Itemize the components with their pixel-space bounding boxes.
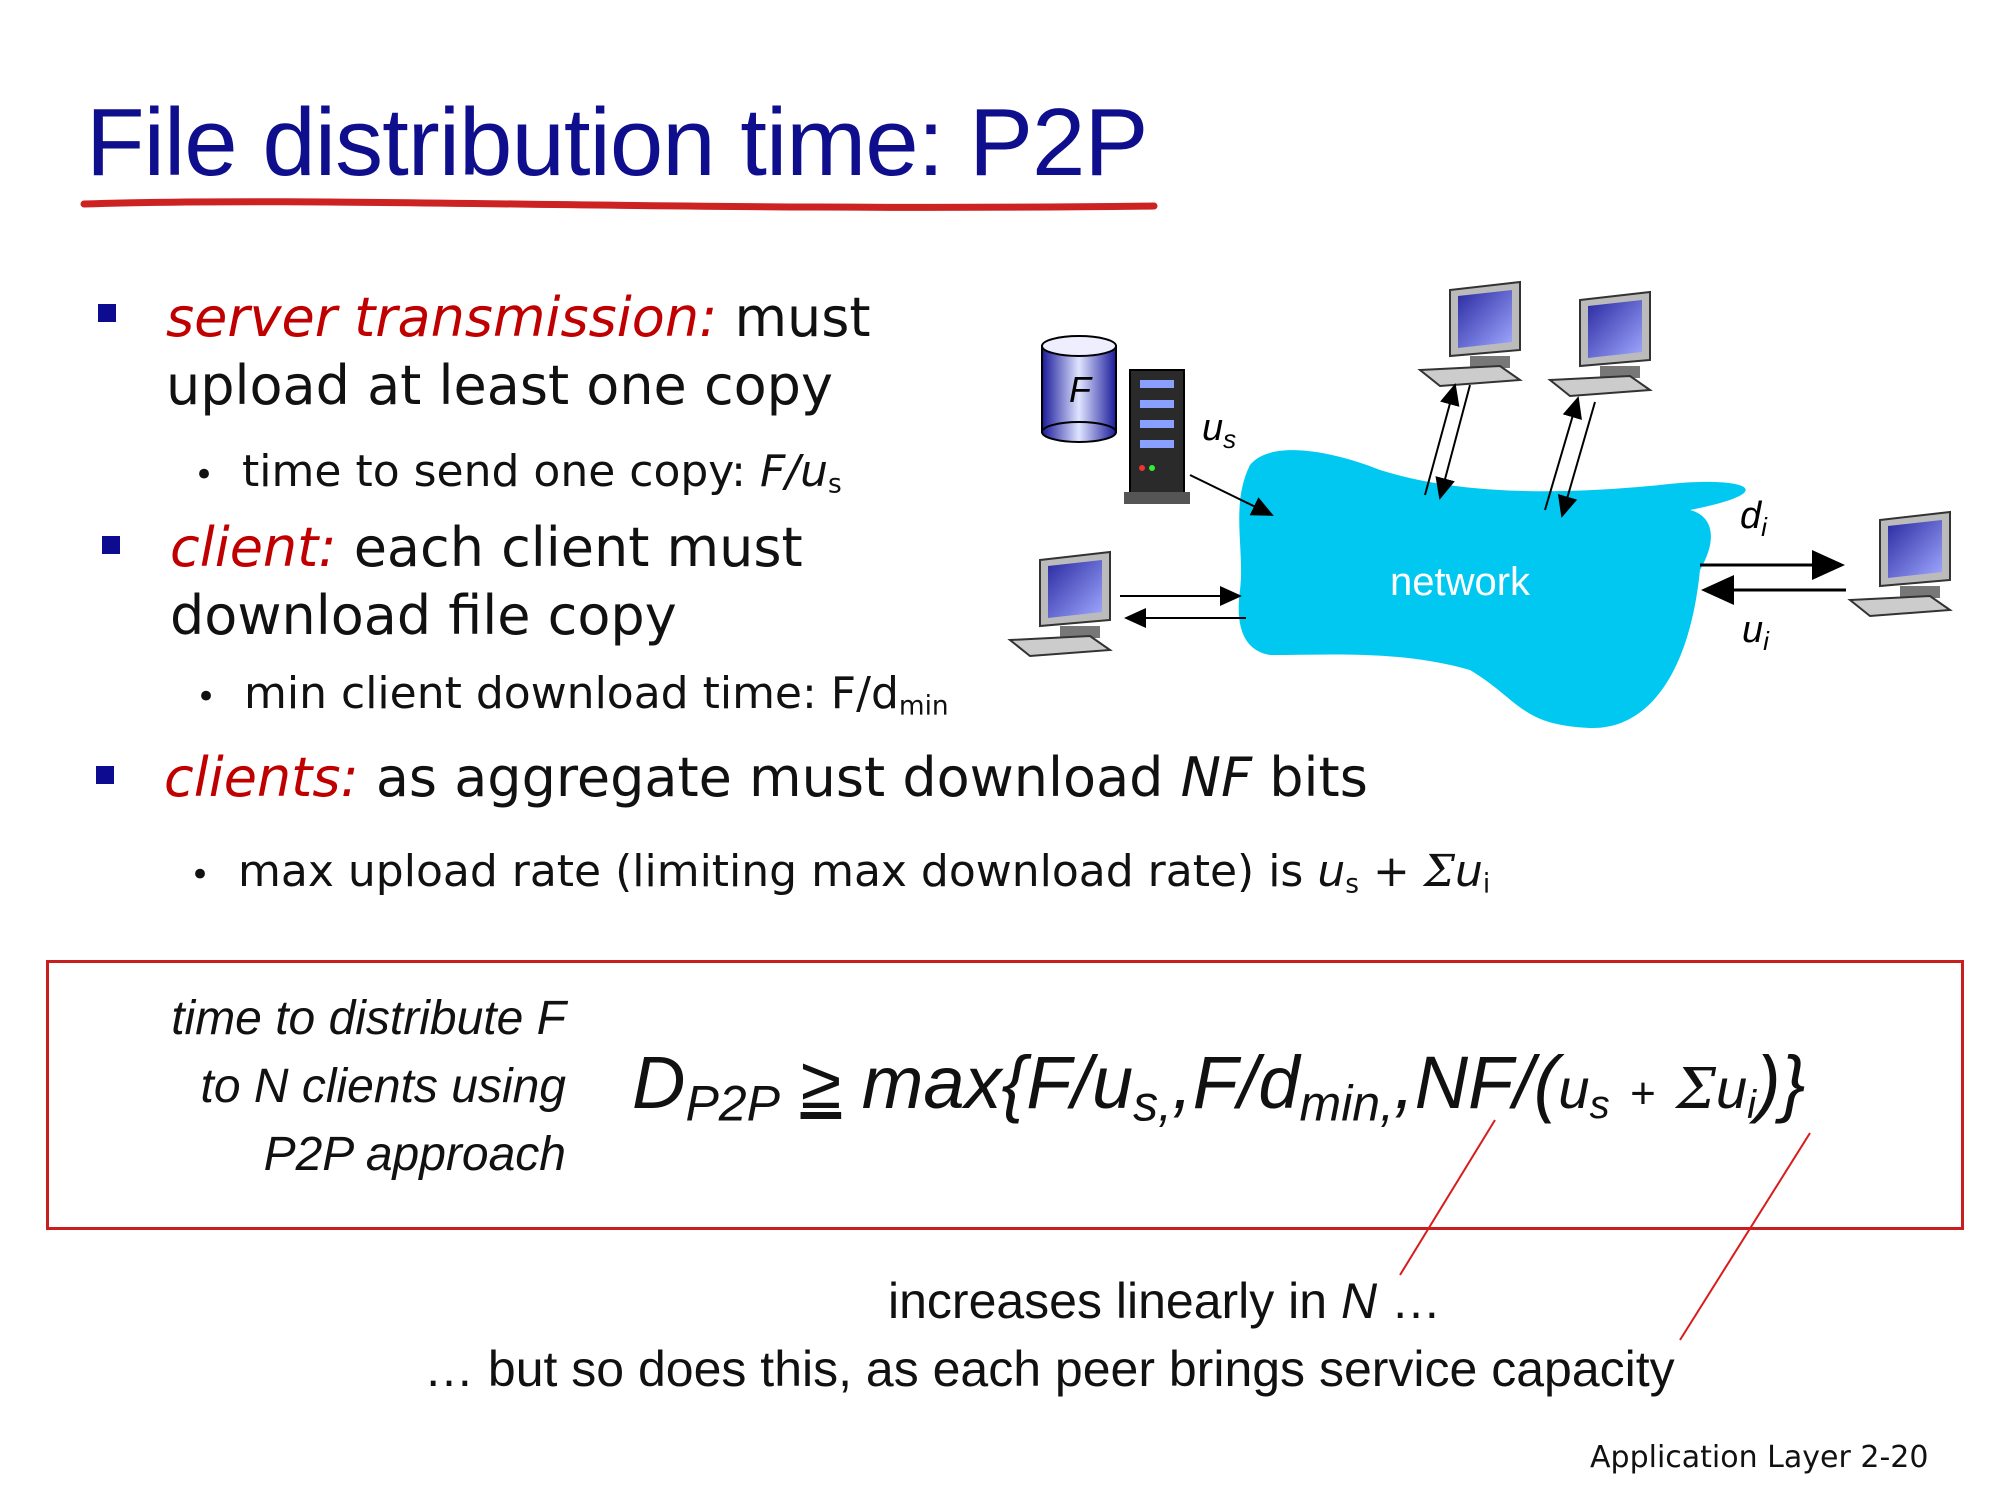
upload-rate-label: $u_i$ (1742, 609, 1769, 656)
bullet-text: as aggregate must download (375, 746, 1164, 809)
math-plus: + (1373, 846, 1410, 897)
bullet-client (170, 514, 803, 650)
caption-line: to N clients using (200, 1060, 566, 1113)
math-sub: s (828, 468, 842, 500)
computer-icon (1850, 512, 1950, 616)
formula-sub: min, (1299, 1075, 1395, 1132)
title-underline (80, 188, 1160, 218)
pointer-sum-ui (1680, 1133, 1810, 1340)
annotation-em: N (1341, 1273, 1378, 1329)
caption-line: time to distribute F (171, 992, 566, 1045)
formula-u: u (1716, 1057, 1748, 1120)
server-link-label: $u_s$ (1202, 407, 1237, 454)
sub-bullet-text: time to send one copy: (242, 446, 746, 497)
slide-title: File distribution time: P2P (86, 89, 1148, 196)
pointer-nf (1400, 1120, 1495, 1275)
formula-sigma: Σ (1676, 1057, 1716, 1122)
bullet-label: server transmission: (166, 286, 718, 349)
bullet-clients (164, 744, 1368, 812)
formula-lhs: D (632, 1041, 686, 1124)
formula-u: u (1558, 1057, 1590, 1120)
caption-line: P2P approach (263, 1128, 566, 1181)
sub-bullet-dot: • (194, 455, 215, 495)
bullet-marker (102, 536, 120, 554)
cloud-label: network (1389, 560, 1531, 604)
annotation-text: … (1391, 1273, 1442, 1329)
formula-sub: s (1589, 1083, 1610, 1127)
math-sub: s (1345, 868, 1359, 900)
slide-footer (1590, 1440, 1928, 1475)
math-f-over-u: F/u (759, 446, 828, 497)
sub-bullet-send-copy (194, 446, 842, 500)
page-number: 2-20 (1860, 1440, 1929, 1475)
math-sub: min (898, 690, 949, 722)
computer-icon (1550, 292, 1650, 396)
formula-caption (80, 985, 566, 1189)
network-diagram (1000, 270, 1980, 740)
formula-sub: s, (1133, 1075, 1173, 1132)
footer-section: Application Layer (1590, 1440, 1851, 1475)
math-sigma: Σ (1423, 846, 1455, 897)
math-sub: i (1482, 868, 1491, 900)
bullet-marker (98, 304, 116, 322)
bullet-text: each client must (353, 516, 803, 579)
sub-bullet-text: min client download time: F/d (244, 668, 899, 719)
top-client1-upload-arrow (1425, 385, 1455, 495)
p2p-formula (632, 1040, 1806, 1132)
formula-part: ,F/d (1172, 1041, 1300, 1124)
computer-icon (1420, 282, 1520, 386)
annotation-capacity: … but so does this, as each peer brings service capacity (424, 1341, 1675, 1397)
bullet-text: upload at least one copy (166, 354, 833, 417)
bullet-label: clients: (164, 746, 359, 809)
server-icon (1124, 370, 1190, 504)
bullet-text: bits (1269, 746, 1368, 809)
sub-bullet-dot: • (196, 677, 217, 717)
formula-sub: i (1747, 1083, 1757, 1127)
bullet-em: NF (1180, 746, 1253, 809)
annotation-text: increases linearly in (888, 1273, 1328, 1329)
sub-bullet-max-upload (190, 846, 1491, 900)
computer-icon (1010, 552, 1110, 656)
annotation-linear (888, 1272, 1441, 1330)
formula-plus: + (1630, 1069, 1656, 1118)
file-label: F (1069, 369, 1091, 410)
formula-max: max{F/u (861, 1041, 1134, 1124)
bullet-text: must (734, 286, 871, 349)
math-u: u (1454, 846, 1483, 897)
bullet-text: download file copy (170, 584, 677, 647)
bullet-marker (96, 766, 114, 784)
sub-bullet-min-download (196, 668, 949, 722)
top-client1-download-arrow (1440, 385, 1470, 498)
sub-bullet-dot: • (190, 855, 211, 895)
download-rate-label: $d_i$ (1740, 495, 1767, 542)
formula-part: ,NF/( (1394, 1041, 1559, 1124)
formula-close: )} (1756, 1041, 1806, 1124)
bullet-server-transmission (166, 284, 871, 420)
math-u: u (1317, 846, 1346, 897)
sub-bullet-text: max upload rate (limiting max download rate) is (238, 846, 1304, 897)
bullet-label: client: (170, 516, 337, 579)
formula-sub: P2P (685, 1075, 780, 1132)
formula-relation: ≥ (800, 1041, 842, 1124)
annotation-pointers (1380, 1115, 1830, 1345)
